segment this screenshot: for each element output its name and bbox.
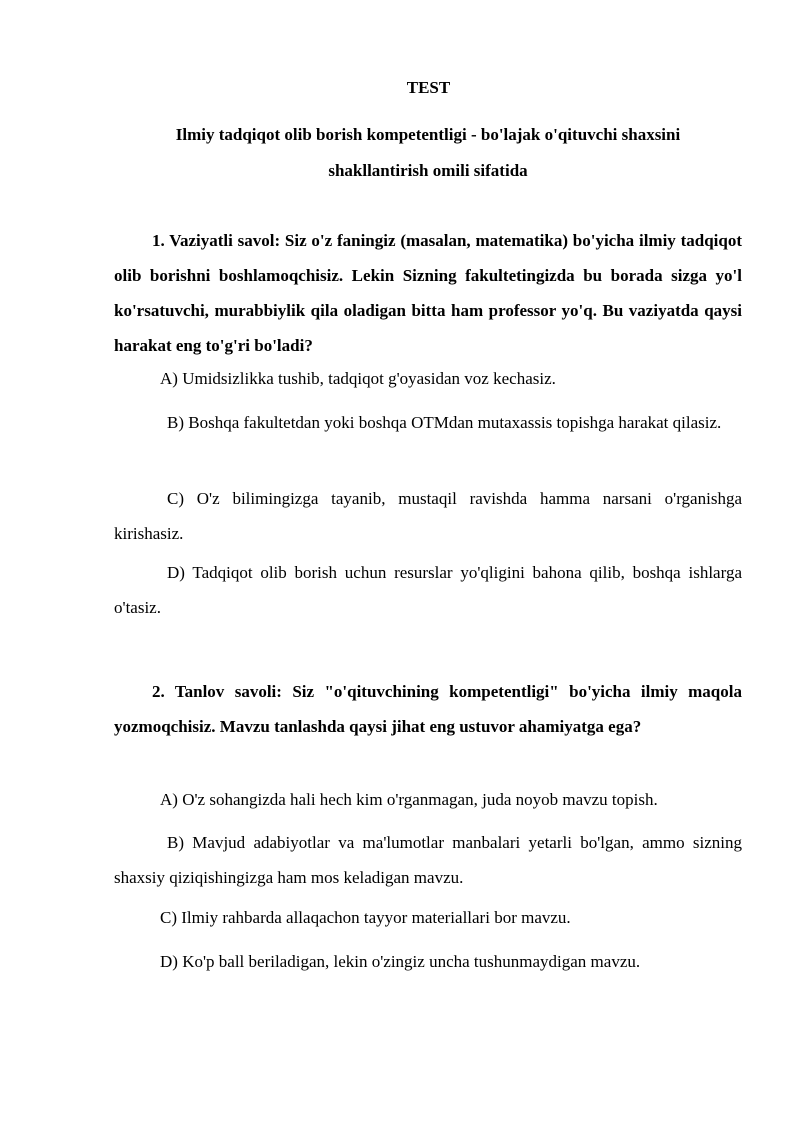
document-subtitle: Ilmiy tadqiqot olib borish kompetentligi - bo'lajak o'qituvchi shaxsini shakllantirish omili sifatida xyxy=(175,125,681,180)
question-2-option-b: B) Mavjud adabiyotlar va ma'lumotlar manbalari yetarli bo'lgan, ammo sizning shaxsiy qiziqishingizga ham mos keladigan mavzu. xyxy=(114,833,742,887)
question-2-option-d: D) Ko'p ball beriladigan, lekin o'zingiz uncha tushunmaydigan mavzu. xyxy=(160,952,641,971)
question-2-text: 2. Tanlov savoli: Siz "o'qituvchining kompetentligi" bo'yicha ilmiy maqola yozmoqchisiz. Mavzu tanlashda qaysi jihat eng ustuvor ahamiyatga ega? xyxy=(114,682,742,736)
question-2-option-a: A) O'z sohangizda hali hech kim o'rganmagan, juda noyob mavzu topish. xyxy=(160,790,658,809)
question-1-option-b: B) Boshqa fakultetdan yoki boshqa OTMdan mutaxassis topishga harakat qilasiz. xyxy=(167,413,722,432)
document-title: TEST xyxy=(406,78,451,97)
question-1-option-d: D) Tadqiqot olib borish uchun resurslar yo'qligini bahona qilib, boshqa ishlarga o'tasiz. xyxy=(114,563,742,617)
question-1-option-a: A) Umidsizlikka tushib, tadqiqot g'oyasidan voz kechasiz. xyxy=(160,369,556,388)
question-1-option-c: C) O'z bilimingizga tayanib, mustaqil ravishda hamma narsani o'rganishga kirishasiz. xyxy=(114,489,742,543)
question-2-option-c: C) Ilmiy rahbarda allaqachon tayyor materiallari bor mavzu. xyxy=(160,908,571,927)
question-1-text: 1. Vaziyatli savol: Siz o'z faningiz (masalan, matematika) bo'yicha ilmiy tadqiqot olib borishni boshlamoqchisiz. Lekin Sizning fakultetingizda bu borada sizga yo'l ko'rsatuvchi, murabbiylik qila oladigan bitta ham professor yo'q. Bu vaziyatda qaysi harakat eng to'g'ri bo'ladi? xyxy=(114,231,742,355)
